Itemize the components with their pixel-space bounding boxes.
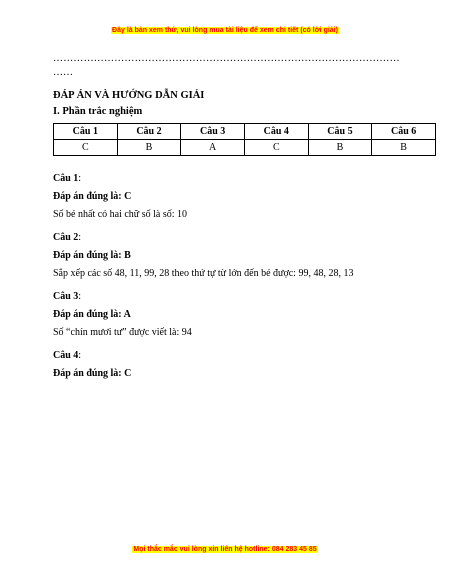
top-preview-banner-text: Đây là bản xem thử, vui lòng mua tài liệu để xem chi tiết (có lời giải) <box>112 27 338 34</box>
answer-table-cell: A <box>181 140 245 156</box>
answer-table-header: Câu 2 <box>117 124 181 140</box>
answer-table-cell: B <box>308 140 372 156</box>
question-label: Câu 1: <box>53 173 82 184</box>
question-answer: Đáp án đúng là: C <box>53 191 132 202</box>
answer-table-header: Câu 1 <box>54 124 118 140</box>
question-explanation: Số bé nhất có hai chữ số là số: 10 <box>53 209 188 220</box>
answer-table-cell: C <box>244 140 308 156</box>
bottom-hotline-banner-text: Mọi thắc mắc vui lòng xin liên hệ hotline: 084 283 45 85 <box>133 546 317 553</box>
answer-table-header: Câu 3 <box>181 124 245 140</box>
question-explanation: Số “chín mươi tư” được viết là: 94 <box>53 327 192 338</box>
answer-table-header: Câu 5 <box>308 124 372 140</box>
bottom-hotline-banner <box>0 546 450 553</box>
answer-table-value-row <box>54 140 436 156</box>
question-answer: Đáp án đúng là: C <box>53 368 132 379</box>
answer-key-table <box>53 123 436 156</box>
answer-table-cell: C <box>54 140 118 156</box>
dotted-line-continuation: …… <box>53 67 73 78</box>
answer-table-header-row <box>54 124 436 140</box>
answer-table-header: Câu 6 <box>372 124 436 140</box>
answer-table-header: Câu 4 <box>244 124 308 140</box>
question-label: Câu 4: <box>53 350 82 361</box>
question-label: Câu 3: <box>53 291 82 302</box>
answer-table-cell: B <box>372 140 436 156</box>
question-answer: Đáp án đúng là: A <box>53 309 131 320</box>
answers-heading: ĐÁP ÁN VÀ HƯỚNG DẪN GIẢI <box>53 90 205 101</box>
question-label: Câu 2: <box>53 232 82 243</box>
document-content <box>53 52 423 380</box>
question-answer: Đáp án đúng là: B <box>53 250 131 261</box>
top-preview-banner <box>0 27 450 34</box>
section-title: I. Phần trắc nghiệm <box>53 106 143 117</box>
answer-table-cell: B <box>117 140 181 156</box>
question-explanation: Sắp xếp các số 48, 11, 99, 28 theo thứ tự từ lớn đến bé được: 99, 48, 28, 13 <box>53 268 354 279</box>
dotted-line: ………………………………………………………………………………………… <box>53 53 400 64</box>
